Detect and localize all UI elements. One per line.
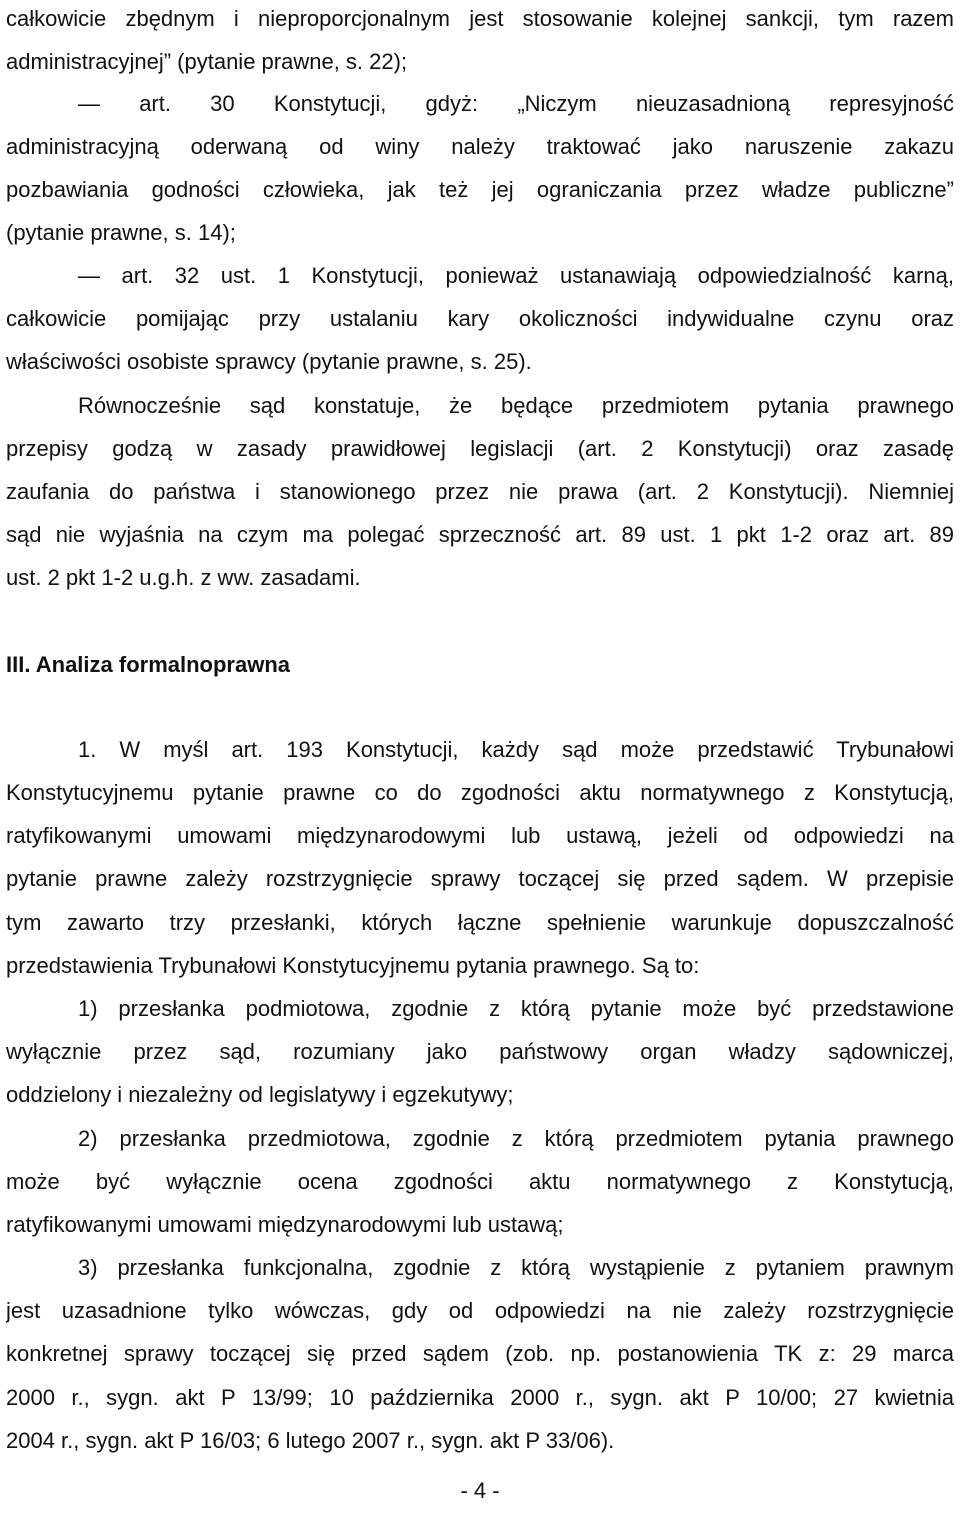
text-line: zaufania do państwa i stanowionego przez nie prawa (art. 2 Konstytucji). Niemniej	[6, 479, 954, 504]
text-line: (pytanie prawne, s. 14);	[6, 220, 236, 245]
text-line: ratyfikowanymi umowami międzynarodowymi lub ustawą, jeżeli od odpowiedzi na	[6, 823, 954, 848]
text-line: całkowicie pomijając przy ustalaniu kary okoliczności indywidualne czynu oraz	[6, 306, 954, 331]
text-line: tym zawarto trzy przesłanki, których łączne spełnienie warunkuje dopuszczalność	[6, 910, 954, 935]
text-line: ust. 2 pkt 1-2 u.g.h. z ww. zasadami.	[6, 565, 361, 590]
text-line: ratyfikowanymi umowami międzynarodowymi lub ustawą;	[6, 1212, 564, 1237]
text-line: administracyjnej” (pytanie prawne, s. 22);	[6, 49, 408, 74]
text-line: całkowicie zbędnym i nieproporcjonalnym jest stosowanie kolejnej sankcji, tym razem	[6, 6, 954, 31]
text-line: pozbawiania godności człowieka, jak też jej ograniczania przez władze publiczne”	[6, 177, 954, 202]
text-line: administracyjną oderwaną od winy należy traktować jako naruszenie zakazu	[6, 134, 954, 159]
text-line: oddzielony i niezależny od legislatywy i egzekutywy;	[6, 1082, 514, 1107]
text-line: 3) przesłanka funkcjonalna, zgodnie z którą wystąpienie z pytaniem prawnym	[78, 1255, 954, 1280]
text-line: — art. 30 Konstytucji, gdyż: „Niczym nieuzasadnioną represyjność	[78, 91, 954, 116]
text-line: przepisy godzą w zasady prawidłowej legislacji (art. 2 Konstytucji) oraz zasadę	[6, 436, 954, 461]
text-line: sąd nie wyjaśnia na czym ma polegać sprzeczność art. 89 ust. 1 pkt 1-2 oraz art. 89	[6, 522, 954, 547]
text-line: pytanie prawne zależy rozstrzygnięcie sprawy toczącej się przed sądem. W przepisie	[6, 866, 954, 891]
page-number: - 4 -	[460, 1478, 500, 1503]
text-line: — art. 32 ust. 1 Konstytucji, ponieważ ustanawiają odpowiedzialność karną,	[78, 263, 954, 288]
text-line: może być wyłącznie ocena zgodności aktu normatywnego z Konstytucją,	[6, 1169, 954, 1194]
text-line: 1) przesłanka podmiotowa, zgodnie z którą pytanie może być przedstawione	[78, 996, 954, 1021]
text-line: przedstawienia Trybunałowi Konstytucyjnemu pytania prawnego. Są to:	[6, 953, 700, 978]
text-line: właściwości osobiste sprawcy (pytanie prawne, s. 25).	[6, 349, 532, 374]
text-line: 2000 r., sygn. akt P 13/99; 10 października 2000 r., sygn. akt P 10/00; 27 kwietnia	[6, 1385, 954, 1410]
section-heading: III. Analiza formalnoprawna	[6, 652, 291, 677]
text-line: konkretnej sprawy toczącej się przed sądem (zob. np. postanowienia TK z: 29 marca	[6, 1341, 954, 1366]
text-line: 1. W myśl art. 193 Konstytucji, każdy sąd może przedstawić Trybunałowi	[78, 737, 954, 762]
document-page	[6, 0, 954, 1521]
text-line: jest uzasadnione tylko wówczas, gdy od odpowiedzi na nie zależy rozstrzygnięcie	[6, 1298, 954, 1323]
text-line: 2) przesłanka przedmiotowa, zgodnie z którą przedmiotem pytania prawnego	[78, 1126, 954, 1151]
text-line: Równocześnie sąd konstatuje, że będące przedmiotem pytania prawnego	[78, 393, 954, 418]
text-line: Konstytucyjnemu pytanie prawne co do zgodności aktu normatywnego z Konstytucją,	[6, 780, 954, 805]
text-line: 2004 r., sygn. akt P 16/03; 6 lutego 2007 r., sygn. akt P 33/06).	[6, 1428, 615, 1453]
text-line: wyłącznie przez sąd, rozumiany jako państwowy organ władzy sądowniczej,	[6, 1039, 954, 1064]
